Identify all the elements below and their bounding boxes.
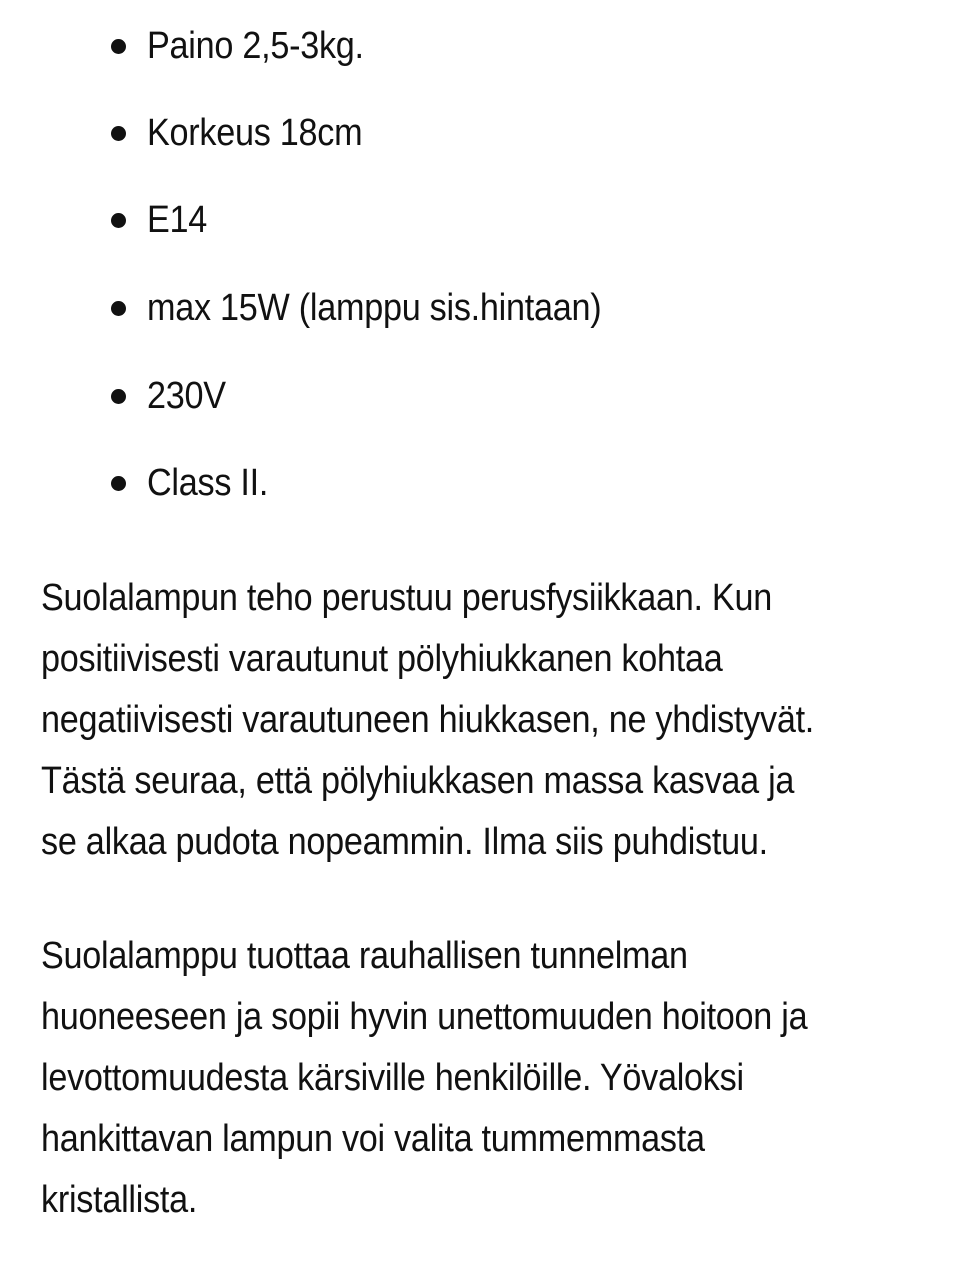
bullet-icon — [111, 213, 126, 228]
paragraph-physics — [41, 568, 941, 873]
paragraph-line: positiivisesti varautunut pölyhiukkanen kohtaa — [41, 638, 723, 680]
paragraph-line: negatiivisesti varautuneen hiukkasen, ne yhdistyvät. — [41, 699, 815, 741]
paragraph-line: hankittavan lampun voi valita tummemmasta — [41, 1118, 705, 1160]
paragraph-line: Suolalampun teho perustuu perusfysiikkaan. Kun — [41, 577, 772, 619]
spec-item-socket — [0, 190, 960, 250]
bullet-icon — [111, 126, 126, 141]
paragraph-line: Tästä seuraa, että pölyhiukkasen massa kasvaa ja — [41, 760, 795, 802]
paragraph-line: kristallista. — [41, 1179, 198, 1221]
bullet-icon — [111, 389, 126, 404]
spec-item-voltage — [0, 366, 960, 426]
spec-text: max 15W (lamppu sis.hintaan) — [147, 287, 602, 329]
bullet-icon — [111, 476, 126, 491]
paragraph-atmosphere — [41, 926, 941, 1231]
spec-item-height — [0, 103, 960, 163]
spec-item-power — [0, 278, 960, 338]
paragraph-line: se alkaa pudota nopeammin. Ilma siis puhdistuu. — [41, 821, 768, 863]
bullet-icon — [111, 301, 126, 316]
spec-text: Paino 2,5-3kg. — [147, 25, 364, 67]
bullet-icon — [111, 39, 126, 54]
spec-text: 230V — [147, 375, 226, 417]
paragraph-line: levottomuudesta kärsiville henkilöille. Yövaloksi — [41, 1057, 744, 1099]
spec-item-class — [0, 453, 960, 513]
spec-text: Class II. — [147, 462, 269, 504]
spec-item-weight — [0, 16, 960, 76]
paragraph-line: huoneeseen ja sopii hyvin unettomuuden hoitoon ja — [41, 996, 808, 1038]
spec-text: E14 — [147, 199, 208, 241]
paragraph-line: Suolalamppu tuottaa rauhallisen tunnelman — [41, 935, 688, 977]
spec-text: Korkeus 18cm — [147, 112, 363, 154]
